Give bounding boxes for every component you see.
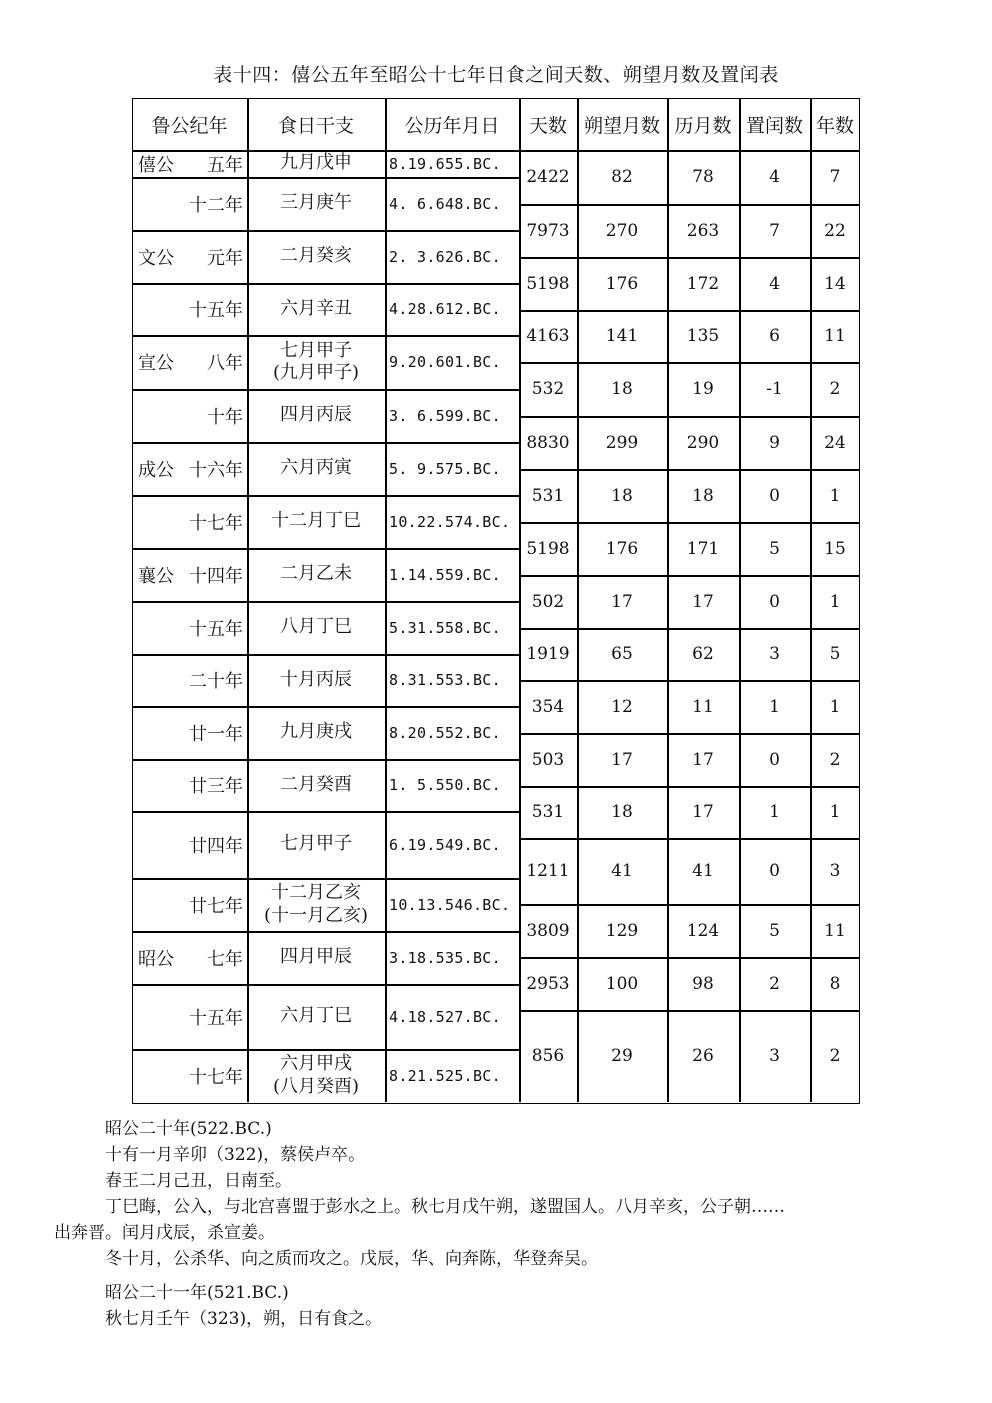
intercalary-cell: 2 (769, 973, 780, 994)
years-cell: 2 (829, 749, 841, 770)
reign-year-cell (132, 654, 247, 706)
reign-year: 十五年 (189, 300, 243, 321)
reign-year-cell (132, 984, 247, 1049)
reign-year: 二十年 (189, 671, 243, 692)
years-cell: 1 (829, 591, 841, 612)
reign-year: 五年 (207, 154, 243, 176)
years-cell: 15 (824, 538, 846, 559)
intercalary-cell: 5 (769, 538, 780, 559)
reign-year: 元年 (207, 247, 243, 269)
reign-year-cell (132, 230, 247, 283)
days-cell: 2953 (526, 973, 570, 994)
lunations-cell: 17 (611, 749, 633, 770)
gregorian-date-cell: 10.13.546.BC. (389, 895, 511, 914)
ganzhi-cell (247, 706, 385, 759)
calendar-months-cell: 18 (692, 485, 714, 506)
note-line: 秋七月壬午（323)，朔，日有食之。 (54, 1309, 383, 1329)
note-spacer (54, 1272, 954, 1280)
reign-year-cell (132, 548, 247, 601)
reign-year: 十年 (207, 406, 243, 428)
lunations-cell: 18 (611, 379, 633, 399)
lunations-cell: 82 (611, 167, 633, 187)
ganzhi-cell (247, 931, 385, 984)
table-title: 表十四：僖公五年至昭公十七年日食之间天数、朔望月数及置闰表 (213, 64, 779, 86)
gregorian-date-cell: 8.31.553.BC. (389, 671, 501, 689)
gregorian-date-cell: 9.20.601.BC. (389, 353, 501, 371)
reign-year: 廿四年 (189, 835, 243, 857)
years-cell: 3 (829, 861, 841, 881)
reign-year-cell (132, 177, 247, 230)
reign-year: 十五年 (189, 1007, 243, 1029)
gregorian-date-cell: 2. 3.626.BC. (389, 247, 501, 266)
ganzhi-cell (247, 230, 385, 283)
column-header: 历月数 (674, 114, 732, 137)
column-header: 食日干支 (277, 114, 354, 137)
ganzhi-text: 七月甲子 (280, 833, 352, 855)
ganzhi-text: 六月丙寅 (280, 457, 352, 479)
duke-name: 宣公 (138, 353, 174, 374)
gregorian-date-cell: 4.18.527.BC. (389, 1007, 501, 1026)
lunations-cell: 41 (611, 861, 633, 881)
reign-year-cell (132, 931, 247, 984)
duke-name: 襄公 (138, 565, 174, 587)
reign-year-cell (132, 811, 247, 878)
reign-year-cell (132, 283, 247, 335)
note-line: 昭公二十一年(521.BC.) (54, 1283, 289, 1303)
lunations-cell: 65 (611, 644, 633, 664)
calendar-months-cell: 62 (692, 644, 714, 664)
note-line: 出奔晋。闰月戊辰，杀宣姜。 (54, 1223, 275, 1243)
duke-name: 昭公 (138, 948, 174, 970)
years-cell: 2 (829, 1046, 841, 1066)
lunations-cell: 141 (605, 326, 639, 346)
lunations-cell: 18 (611, 802, 633, 822)
gregorian-date-cell: 10.22.574.BC. (389, 512, 511, 531)
ganzhi-cell (247, 878, 385, 931)
calendar-months-cell: 41 (692, 861, 714, 881)
note-line: 昭公二十年(522.BC.) (54, 1119, 272, 1139)
ganzhi-text: (九月甲子) (272, 362, 360, 383)
years-cell: 14 (824, 273, 846, 294)
years-cell: 8 (829, 973, 841, 994)
years-cell: 11 (824, 920, 846, 941)
ganzhi-text: 四月丙辰 (280, 404, 352, 426)
note-line: 冬十月，公杀华、向之质而攻之。戊辰，华、向奔陈，华登奔吴。 (54, 1249, 598, 1269)
lunations-cell: 18 (611, 485, 633, 506)
ganzhi-text: 十二月乙亥 (271, 882, 361, 903)
reign-year: 廿一年 (189, 723, 243, 745)
ganzhi-text: 三月庚午 (280, 192, 352, 214)
reign-year-cell (132, 1049, 247, 1102)
ganzhi-cell (247, 335, 385, 389)
gregorian-date-cell: 3. 6.599.BC. (389, 406, 501, 425)
reign-year-cell (132, 335, 247, 389)
days-cell: 7973 (526, 220, 570, 241)
duke-name: 僖公 (138, 154, 174, 176)
years-cell: 7 (829, 167, 841, 187)
ganzhi-text: 七月甲子 (280, 339, 352, 361)
gregorian-date-cell: 1. 5.550.BC. (389, 776, 501, 794)
years-cell: 1 (829, 802, 841, 822)
intercalary-cell: 0 (769, 861, 780, 881)
intercalary-cell: -1 (766, 379, 783, 399)
days-cell: 1211 (526, 861, 570, 881)
ganzhi-text: 二月癸亥 (280, 245, 352, 267)
gregorian-date-cell: 6.19.549.BC. (389, 835, 501, 854)
ganzhi-cell (247, 177, 385, 230)
calendar-months-cell: 78 (692, 167, 714, 187)
lunations-cell: 270 (605, 220, 639, 241)
ganzhi-cell (247, 442, 385, 495)
lunations-cell: 129 (605, 920, 639, 941)
reign-year-cell (132, 150, 247, 177)
chronicle-notes (54, 1116, 954, 1332)
reign-year: 十七年 (189, 512, 243, 534)
reign-year-cell (132, 878, 247, 931)
ganzhi-text: 九月戊申 (280, 152, 352, 174)
intercalary-cell: 3 (769, 1046, 780, 1066)
ganzhi-text: 二月癸酉 (280, 773, 352, 795)
reign-year: 十二年 (189, 194, 243, 216)
ganzhi-cell (247, 389, 385, 442)
column-header: 鲁公纪年 (151, 114, 228, 137)
ganzhi-cell (247, 601, 385, 654)
days-cell: 531 (531, 802, 565, 822)
intercalary-cell: 0 (769, 749, 780, 770)
calendar-months-cell: 171 (686, 538, 720, 559)
reign-year: 十四年 (189, 565, 243, 587)
intercalary-cell: 5 (769, 920, 780, 941)
ganzhi-text: 十月丙辰 (280, 668, 352, 690)
column-header: 公历年月日 (404, 114, 500, 137)
ganzhi-cell (247, 811, 385, 878)
calendar-months-cell: 135 (686, 326, 720, 346)
calendar-months-cell: 124 (686, 920, 720, 941)
reign-year-cell (132, 389, 247, 442)
column-header: 年数 (815, 114, 854, 137)
ganzhi-cell (247, 759, 385, 811)
ganzhi-cell (247, 548, 385, 601)
intercalary-cell: 9 (769, 432, 780, 453)
days-cell: 3809 (526, 920, 570, 941)
ganzhi-text: 四月甲辰 (280, 946, 352, 968)
ganzhi-cell (247, 1049, 385, 1102)
calendar-months-cell: 19 (692, 379, 714, 399)
column-header: 置闰数 (745, 114, 803, 137)
note-line: 十有一月辛卯（322)，蔡侯卢卒。 (54, 1145, 366, 1165)
ganzhi-text: 六月辛丑 (280, 297, 352, 319)
ganzhi-cell (247, 150, 385, 177)
ganzhi-text: (十一月乙亥) (263, 904, 369, 926)
ganzhi-text: (八月癸酉) (272, 1075, 360, 1097)
gregorian-date-cell: 5. 9.575.BC. (389, 459, 501, 478)
lunations-cell: 176 (605, 538, 639, 559)
intercalary-cell: 6 (769, 326, 780, 346)
reign-year: 八年 (207, 353, 243, 374)
years-cell: 1 (829, 696, 841, 717)
ganzhi-cell (247, 654, 385, 706)
ganzhi-cell (247, 283, 385, 335)
reign-year: 七年 (207, 948, 243, 970)
intercalary-cell: 4 (769, 167, 780, 187)
years-cell: 24 (824, 432, 846, 453)
gregorian-date-cell: 4.28.612.BC. (389, 300, 501, 318)
intercalary-cell: 1 (769, 802, 780, 822)
years-cell: 2 (829, 379, 841, 399)
intercalary-cell: 0 (769, 485, 780, 506)
calendar-months-cell: 172 (686, 273, 720, 294)
days-cell: 502 (531, 591, 565, 612)
days-cell: 531 (531, 485, 565, 506)
ganzhi-text: 六月丁巳 (280, 1005, 352, 1027)
note-line: 丁巳晦，公入，与北宫喜盟于彭水之上。秋七月戊午朔，遂盟国人。八月辛亥，公子朝…… (54, 1197, 785, 1217)
calendar-months-cell: 17 (692, 749, 714, 770)
lunations-cell: 100 (605, 973, 639, 994)
gregorian-date-cell: 1.14.559.BC. (389, 565, 501, 584)
column-header: 朔望月数 (583, 114, 660, 137)
reign-year-cell (132, 442, 247, 495)
reign-year-cell (132, 706, 247, 759)
lunations-cell: 176 (605, 273, 639, 294)
days-cell: 4163 (526, 326, 570, 346)
calendar-months-cell: 263 (686, 220, 720, 241)
reign-year: 十五年 (189, 618, 243, 640)
gregorian-date-cell: 4. 6.648.BC. (389, 194, 501, 213)
gregorian-date-cell: 8.20.552.BC. (389, 723, 501, 742)
calendar-months-cell: 26 (692, 1046, 714, 1066)
days-cell: 856 (531, 1046, 565, 1066)
years-cell: 1 (829, 485, 841, 506)
ganzhi-text: 六月甲戌 (280, 1053, 352, 1074)
intercalary-cell: 7 (769, 220, 780, 241)
ganzhi-text: 九月庚戌 (280, 721, 352, 743)
days-cell: 503 (531, 749, 565, 770)
lunations-cell: 17 (611, 591, 633, 612)
days-cell: 8830 (526, 432, 570, 453)
ganzhi-text: 二月乙未 (280, 563, 352, 585)
reign-year: 廿三年 (189, 776, 243, 797)
calendar-months-cell: 98 (692, 973, 714, 994)
ganzhi-cell (247, 984, 385, 1049)
gregorian-date-cell: 8.19.655.BC. (389, 154, 501, 173)
intercalary-cell: 3 (769, 644, 780, 664)
intercalary-cell: 0 (769, 591, 780, 612)
calendar-months-cell: 290 (686, 432, 720, 453)
reign-year-cell (132, 759, 247, 811)
calendar-months-cell: 11 (692, 696, 714, 717)
gregorian-date-cell: 8.21.525.BC. (389, 1066, 501, 1085)
calendar-months-cell: 17 (692, 591, 714, 612)
intercalary-cell: 4 (769, 273, 780, 294)
lunations-cell: 299 (605, 432, 639, 453)
days-cell: 354 (531, 696, 565, 717)
ganzhi-text: 十二月丁巳 (271, 510, 361, 532)
reign-year: 廿七年 (189, 895, 243, 917)
years-cell: 22 (824, 220, 846, 241)
reign-year: 十六年 (189, 459, 243, 481)
gregorian-date-cell: 3.18.535.BC. (389, 948, 501, 967)
days-cell: 1919 (526, 644, 570, 664)
years-cell: 5 (829, 644, 841, 664)
intercalary-cell: 1 (769, 696, 780, 717)
ganzhi-text: 八月丁巳 (280, 616, 352, 638)
eclipse-table (132, 98, 860, 1104)
note-line: 春王二月己丑，日南至。 (54, 1171, 292, 1191)
calendar-months-cell: 17 (692, 802, 714, 822)
ganzhi-cell (247, 495, 385, 548)
gregorian-date-cell: 5.31.558.BC. (389, 618, 501, 637)
days-cell: 5198 (526, 273, 570, 294)
days-cell: 5198 (526, 538, 570, 559)
reign-year-cell (132, 495, 247, 548)
reign-year-cell (132, 601, 247, 654)
lunations-cell: 29 (611, 1046, 633, 1066)
days-cell: 2422 (526, 167, 570, 187)
duke-name: 成公 (138, 459, 174, 481)
lunations-cell: 12 (611, 696, 633, 717)
days-cell: 532 (531, 379, 565, 399)
column-header: 天数 (528, 114, 567, 137)
years-cell: 11 (824, 326, 846, 346)
reign-year: 十七年 (189, 1066, 243, 1088)
duke-name: 文公 (138, 247, 174, 269)
